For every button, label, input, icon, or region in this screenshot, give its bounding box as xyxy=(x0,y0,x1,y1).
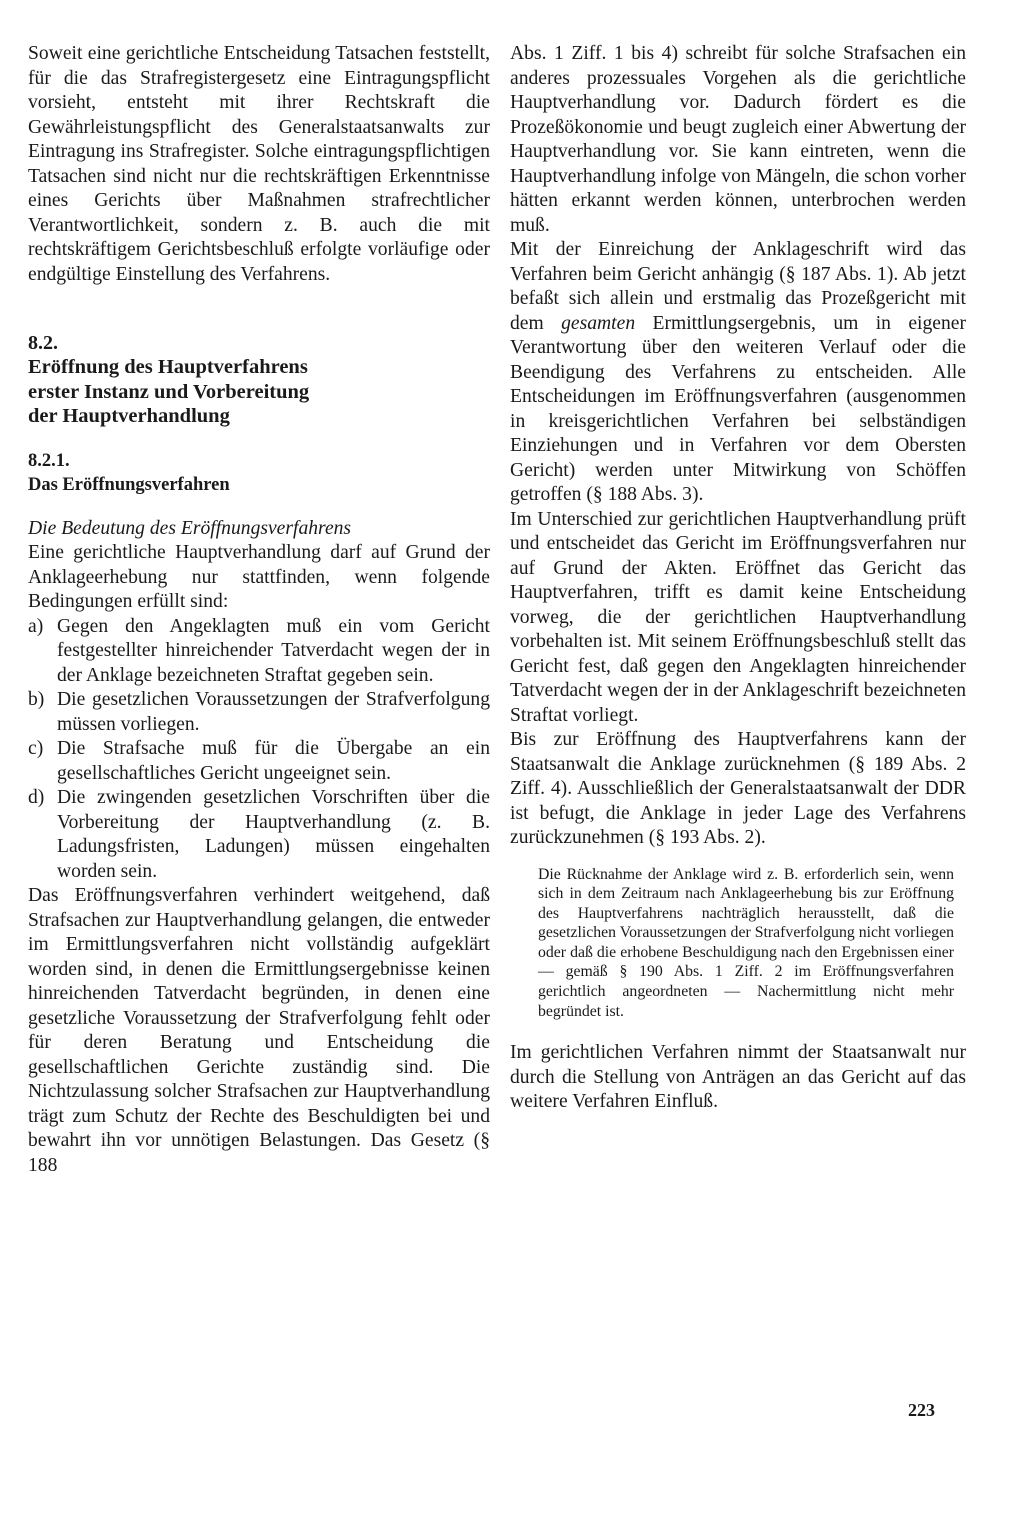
left-column xyxy=(28,42,490,1178)
condition-item xyxy=(28,737,490,786)
italic-heading: Die Bedeutung des Eröffnungsverfahrens xyxy=(28,517,352,539)
emphasis-gesamten: gesamten xyxy=(561,312,636,334)
right-column xyxy=(510,42,966,1115)
subsection-number: 8.2.1. xyxy=(28,450,70,471)
paragraph-ruecknahme: Bis zur Eröffnung des Hauptverfahrens kann der Staatsanwalt die Anklage zurücknehmen (§ 189 Abs. 2 Ziff. 4). Ausschließlich der Generalstaatsanwalt der DDR ist befugt, die Anklage in jeder Lage des Verfahrens zurückzunehmen (§ 193 Abs. 2). xyxy=(510,729,966,848)
condition-marker: c) xyxy=(28,738,44,759)
paragraph-intro: Eine gerichtliche Hauptverhandlung darf auf Grund der Anklageerhebung nur stattfinden, wenn folgende Bedingungen erfüllt sind: xyxy=(28,542,490,612)
paragraph-strafregister: Soweit eine gerichtliche Entscheidung Tatsachen feststellt, für die das Strafregistergesetz eine Eintragungspflicht vorsieht, entsteht mit ihrer Rechtskraft die Gewährleistungspflicht des Generalstaatsanwalts zur Eintragung ins Strafregister. Solche eintragungspflichtigen Tatsachen sind nicht nur die rechtskräftigen Erkenntnisse eines Gerichts über Maßnahmen strafrechtlicher Verantwortlichkeit, sondern z. B. auch die mit rechtskräftigem Gerichtsbeschluß erfolgte vorläufige oder endgültige Einstellung des Verfahrens. xyxy=(28,43,490,285)
paragraph-eroeffnungsverfahren: Das Eröffnungsverfahren verhindert weitgehend, daß Strafsachen zur Hauptverhandlung gelangen, die entweder im Ermittlungsverfahren nicht vollständig aufgeklärt worden sind, in denen die Ermittlungsergebnisse keinen hinreichenden Tatverdacht begründen, in denen eine gesetzliche Voraussetzung der Strafverfolgung fehlt oder für deren Beratung und Entscheidung die gesellschaftlichen Gerichte zuständig sind. Die Nichtzulassung solcher Strafsachen zur Hauptverhandlung trägt zum Schutz der Rechte des Beschuldigten bei und bewahrt ihn vor unnötigen Belastungen. Das Gesetz (§ 188 xyxy=(28,885,490,1176)
condition-text: Die gesetzlichen Voraussetzungen der Strafverfolgung müssen vorliegen. xyxy=(57,689,490,735)
subsection-title: Das Eröffnungsverfahren xyxy=(28,474,230,495)
condition-text: Die zwingenden gesetzlichen Vorschriften über die Vorbereitung der Hauptverhandlung (z. B. Ladungsfristen, Ladungen) müssen eingehalten worden sein. xyxy=(57,787,490,882)
paragraph-prozessoekonomie: Abs. 1 Ziff. 1 bis 4) schreibt für solche Strafsachen ein anderes prozessuales Vorgehen als die gerichtliche Hauptverhandlung vor. Dadurch fördert es die Prozeßökonomie und beugt zugleich einer Abwertung der Hauptverhandlung vor. Sie kann eintreten, wenn die Hauptverhandlung infolge von Mängeln, die schon vorher hätten erkannt werden können, unterbrochen werden muß. xyxy=(510,43,966,236)
condition-item xyxy=(28,615,490,689)
anklageschrift-text-b: Ermittlungsergebnis, um in eigener Verantwortung über den weiteren Verlauf oder die Beendigung des Verfahrens zu entscheiden. Alle Entscheidungen im Eröffnungsverfahren (ausgenommen in kreisgerichtlichen Verfahren bei selbständigen Einziehungen und in Verfahren vor dem Obersten Gericht) werden unter Mitwirkung von Schöffen getroffen (§ 188 Abs. 3). xyxy=(510,312,966,505)
section-title-line-2: erster Instanz und Vorbereitung xyxy=(28,380,310,403)
paragraph-unterschied: Im Unterschied zur gerichtlichen Hauptverhandlung prüft und entscheidet das Gericht im Eröffnungsverfahren nur auf Grund der Akten. Eröffnet das Gericht das Hauptverfahren, trifft es damit keine Entscheidung vorweg, die der gerichtlichen Hauptverhandlung vorbehalten ist. Mit seinem Eröffnungsbeschluß stellt das Gericht fest, daß gegen den Angeklagten hinreichender Tatverdacht wegen der in der Anklageschrift bezeichneten Straftat vorliegt. xyxy=(510,508,966,726)
paragraph-staatsanwalt-einfluss: Im gerichtlichen Verfahren nimmt der Staatsanwalt nur durch die Stellung von Anträgen an das Gericht auf das weitere Verfahren Einfluß. xyxy=(510,1042,966,1113)
section-title-line-1: Eröffnung des Hauptverfahrens xyxy=(28,356,308,378)
section-title-line-3: der Hauptverhandlung xyxy=(28,405,230,427)
paragraph-anklageschrift xyxy=(510,238,966,508)
page-number: 223 xyxy=(908,1400,935,1420)
condition-item xyxy=(28,688,490,737)
conditions-list xyxy=(28,615,490,885)
note-text: Die Rücknahme der Anklage wird z. B. erforderlich sein, wenn sich in dem Zeitraum nach Anklageerhebung bis zur Eröffnung des Hauptverfahrens nachträglich herausstellt, daß die gesetzlichen Voraussetzungen der Strafverfolgung nicht vorliegen oder daß die erhobene Beschuldigung nach den Ergebnissen einer — gemäß § 190 Abs. 1 Ziff. 2 im Eröffnungsverfahren gerichtlich angeordneten — Nachermittlung nicht mehr begründet ist. xyxy=(538,865,954,1020)
condition-marker: d) xyxy=(28,787,45,808)
condition-marker: a) xyxy=(28,615,44,637)
section-number: 8.2. xyxy=(28,332,58,354)
condition-item xyxy=(28,786,490,884)
condition-text: Gegen den Angeklagten muß ein vom Gericht festgestellter hinreichender Tatverdacht wegen der in der Anklage bezeichneten Straftat gegeben sein. xyxy=(57,615,490,686)
small-print-note xyxy=(538,865,954,1022)
anklageschrift-text-a: Mit der Einreichung der Anklageschrift wird das Verfahren beim Gericht anhängig (§ 187 Abs. 1). Ab jetzt befaßt sich allein und erstmalig das Prozeßgericht mit dem xyxy=(510,239,966,334)
condition-text: Die Strafsache muß für die Übergabe an ein gesellschaftliches Gericht ungeeignet sein. xyxy=(57,738,490,784)
condition-marker: b) xyxy=(28,689,45,710)
